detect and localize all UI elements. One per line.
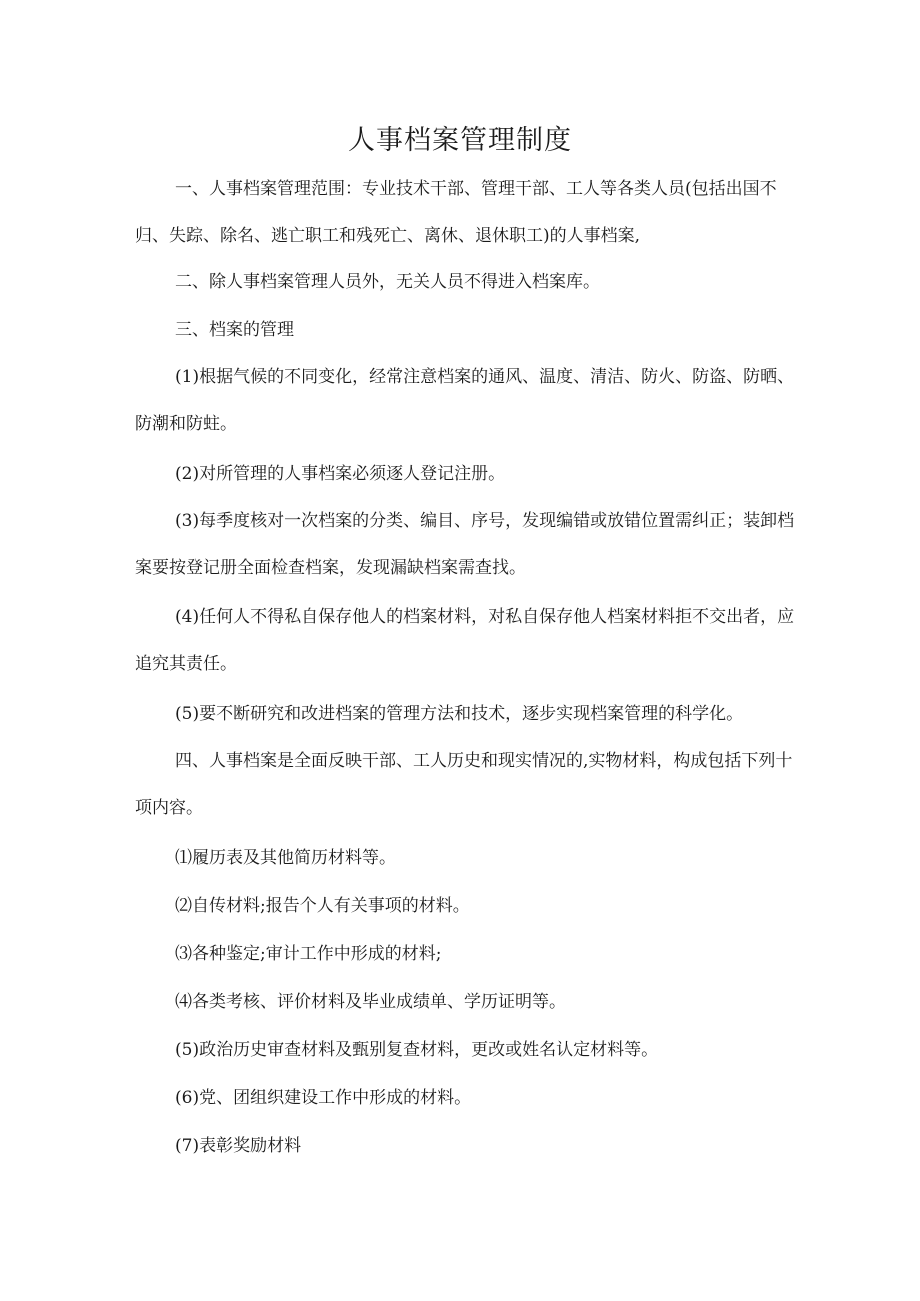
- list-item-content-2: ⑵自传材料;报告个人有关事项的材料。: [175, 896, 470, 916]
- paragraph-scope: 一、人事档案管理范围：专业技术干部、管理干部、工人等各类人员(包括出国不归、失踪、除名、逃亡职工和残死亡、离休、退休职工)的人事档案,: [135, 179, 777, 246]
- list-item-content-5: (5)政治历史审查材料及甄别复查材料，更改或姓名认定材料等。: [175, 1040, 659, 1060]
- paragraph-management-heading: 三、档案的管理: [175, 320, 294, 340]
- paragraph-item-1: (1)根据气候的不同变化，经常注意档案的通风、温度、清洁、防火、防盗、防晒、防潮和防蛀。: [135, 367, 795, 434]
- list-item-content-4: ⑷各类考核、评价材料及毕业成绩单、学历证明等。: [175, 992, 566, 1012]
- paragraph-item-3: (3)每季度核对一次档案的分类、编目、序号，发现编错或放错位置需纠正；装卸档案要按登记册全面检查档案，发现漏缺档案需查找。: [135, 511, 795, 578]
- paragraph-item-2: (2)对所管理的人事档案必须逐人登记注册。: [175, 464, 506, 484]
- list-item-content-1: ⑴履历表及其他简历材料等。: [175, 848, 396, 868]
- paragraph-item-4: (4)任何人不得私自保存他人的档案材料，对私自保存他人档案材料拒不交出者，应追究其责任。: [135, 607, 795, 674]
- page-title: 人事档案管理制度: [348, 125, 572, 156]
- paragraph-item-5: (5)要不断研究和改进档案的管理方法和技术，逐步实现档案管理的科学化。: [175, 704, 744, 724]
- list-item-content-3: ⑶各种鉴定;审计工作中形成的材料;: [175, 944, 442, 964]
- paragraph-contents-intro: 四、人事档案是全面反映干部、工人历史和现实情况的,实物材料，构成包括下列十项内容。: [135, 751, 793, 818]
- list-item-content-7: (7)表彰奖励材料: [175, 1136, 302, 1156]
- paragraph-access: 二、除人事档案管理人员外，无关人员不得进入档案库。: [175, 272, 600, 292]
- list-item-content-6: (6)党、团组织建设工作中形成的材料。: [175, 1088, 472, 1108]
